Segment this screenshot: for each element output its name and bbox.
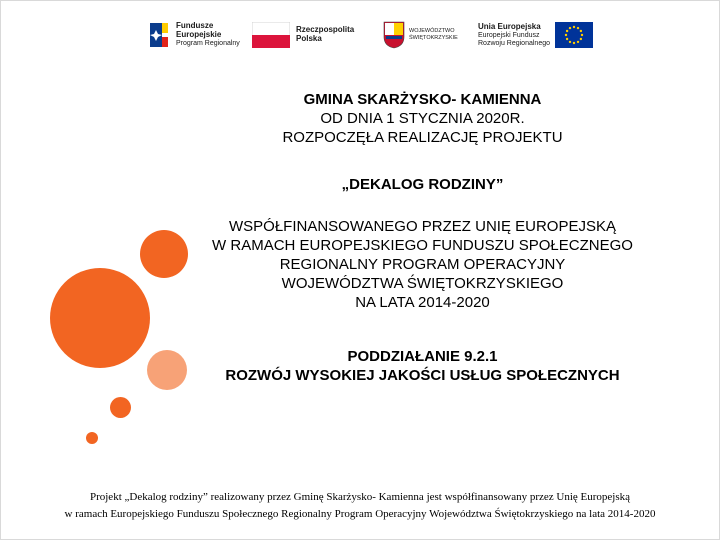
fundusze-europejskie-logo [148,12,240,58]
subaction-line1: PODDZIAŁANIE 9.2.1 [347,348,498,365]
coat-of-arms-icon [383,21,405,49]
fe-star-icon [148,20,172,50]
subaction-block [150,347,695,385]
heading-block [150,90,695,147]
decorative-circle-large [50,268,150,368]
subaction-line2: ROZWÓJ WYSOKIEJ JAKOŚCI USŁUG SPOŁECZNYCH [225,367,620,384]
cofinance-line3: REGIONALNY PROGRAM OPERACYJNY [279,256,566,273]
heading-line1: GMINA SKARŻYSKO- KAMIENNA [303,91,542,108]
footer-note [0,489,720,523]
unia-europejska-logo [478,12,600,58]
ue-line3: Rozwoju Regionalnego [478,39,550,47]
footer-line1: Projekt „Dekalog rodziny” realizowany przez Gminę Skarżysko- Kamienna jest współfinansowany przez Unię Europejską [89,491,631,503]
heading-line2: OD DNIA 1 STYCZNIA 2020R. [320,110,525,127]
eu-flag-icon [555,22,593,48]
fe-line3: Program Regionalny [176,40,240,47]
cofinance-line2: W RAMACH EUROPEJSKIEGO FUNDUSZU SPOŁECZNEGO [212,237,633,254]
decorative-circle-tiny [86,432,98,444]
project-title: „DEKALOG RODZINY” [341,176,504,193]
fe-line1: Fundusze [176,21,214,30]
heading-line3: ROZPOCZĘŁA REALIZACJĘ PROJEKTU [282,129,563,146]
footer-line2: w ramach Europejskiego Funduszu Społecznego Regionalny Program Operacyjny Województwa Świętokrzyskiego na lata 2014-2020 [64,508,656,520]
poland-flag-icon [252,22,290,48]
cofinance-block [150,217,695,312]
ue-line1: Unia Europejska [478,21,541,31]
cofinance-line5: NA LATA 2014-2020 [355,294,490,311]
logo-bar [140,12,600,58]
rzeczpospolita-polska-logo [252,12,367,58]
cofinance-line1: WSPÓŁFINANSOWANEGO PRZEZ UNIĘ EUROPEJSKĄ [229,218,616,235]
rp-line2: Polska [296,34,322,43]
ue-line2: Europejski Fundusz [478,31,540,39]
sw-line2: ŚWIĘTOKRZYSKIE [409,35,458,41]
cofinance-line4: WOJEWÓDZTWA ŚWIĘTOKRZYSKIEGO [281,275,564,292]
decorative-circle-small [110,397,131,418]
fe-line2: Europejskie [176,30,222,39]
swietokrzyskie-logo [383,12,468,58]
sw-line1: WOJEWÓDZTWO [409,28,455,34]
rp-line1: Rzeczpospolita [296,25,355,34]
